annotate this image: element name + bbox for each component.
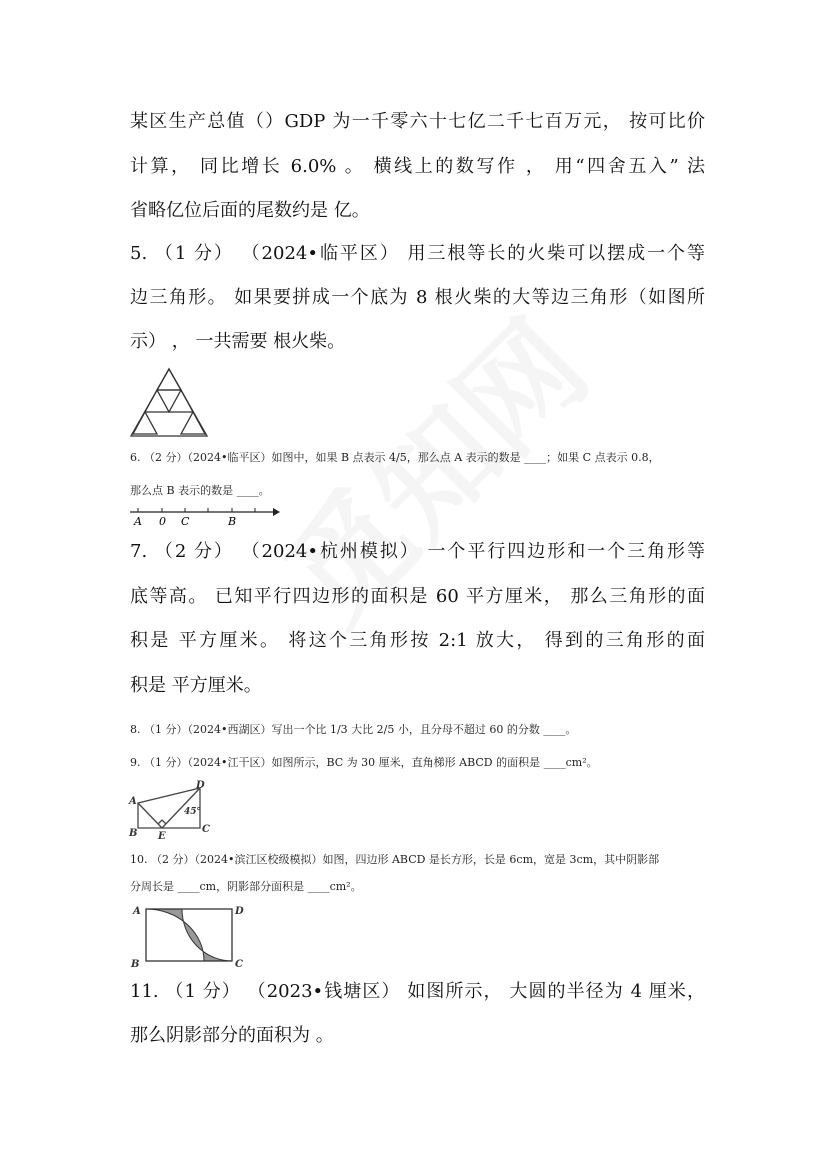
- label-d: D: [235, 906, 244, 917]
- q11-line1: 11. （1 分） （2023•钱塘区） 如图所示， 大圆的半径为 4 厘米，: [130, 981, 705, 1002]
- label-b: B: [228, 515, 237, 528]
- q6-line1: 6. （2 分）（2024•临平区）如图中，如果 B 点表示 4/5，那么点 A 表示的数是 ____；如果 C 点表示 0.8，: [130, 451, 660, 464]
- q11-line2: 那么阴影部分的面积为 。: [130, 1025, 334, 1046]
- label-angle: 45°: [184, 807, 202, 817]
- label-b: B: [131, 959, 140, 970]
- q7-line2: 底等高。 已知平行四边形的面积是 60 平方厘米， 那么三角形的面: [130, 586, 705, 607]
- trapezoid-figure: [128, 780, 213, 840]
- q10-line2: 分周长是 ____cm，阴影部分面积是 ____cm²。: [130, 880, 362, 893]
- label-a: A: [133, 906, 141, 917]
- q4-line3: 省略亿位后面的尾数约是 亿。: [130, 200, 370, 221]
- number-line: [128, 505, 283, 529]
- label-c: C: [181, 515, 190, 528]
- q6-line2: 那么点 B 表示的数是 ____。: [130, 484, 270, 497]
- q7-line1: 7. （2 分） （2024•杭州模拟） 一个平行四边形和一个三角形等: [130, 541, 705, 562]
- label-a: A: [129, 796, 137, 807]
- label-d: D: [196, 780, 205, 791]
- label-a: A: [134, 515, 142, 528]
- q10-line1: 10. （2 分）（2024•滨江区校级模拟）如图，四边形 ABCD 是长方形，长是 6cm，宽是 3cm，其中阴影部: [130, 853, 660, 866]
- label-e: E: [158, 831, 166, 840]
- triangle-figure: [128, 366, 210, 440]
- q5-line3: 示） ， 一共需要 根火柴。: [130, 331, 346, 352]
- q4-line2: 计算， 同比增长 6.0% 。 横线上的数写作 ， 用“四舍五入” 法: [130, 156, 705, 177]
- q5-line1: 5. （1 分） （2024•临平区） 用三根等长的火柴可以摆成一个等: [130, 243, 705, 264]
- label-c: C: [235, 959, 243, 970]
- q9-text: 9. （1 分）（2024•江干区）如图所示，BC 为 30 厘米，直角梯形 ABCD 的面积是 ____cm²。: [130, 756, 598, 769]
- rectangle-figure: [128, 903, 253, 971]
- q5-line2: 边三角形。 如果要拼成一个底为 8 根火柴的大等边三角形（如图所: [130, 287, 705, 308]
- label-b: B: [129, 828, 138, 839]
- label-0: 0: [159, 515, 166, 528]
- q4-line1: 某区生产总值（）GDP 为一千零六十七亿二千七百万元， 按可比价: [130, 111, 705, 132]
- q7-line4: 积是 平方厘米。: [130, 675, 262, 696]
- label-c: C: [202, 824, 210, 835]
- q8-text: 8. （1 分）（2024•西湖区）写出一个比 1/3 大比 2/5 小，且分母不超过 60 的分数 ____。: [130, 723, 577, 736]
- q7-line3: 积是 平方厘米。 将这个三角形按 2:1 放大， 得到的三角形的面: [130, 630, 705, 651]
